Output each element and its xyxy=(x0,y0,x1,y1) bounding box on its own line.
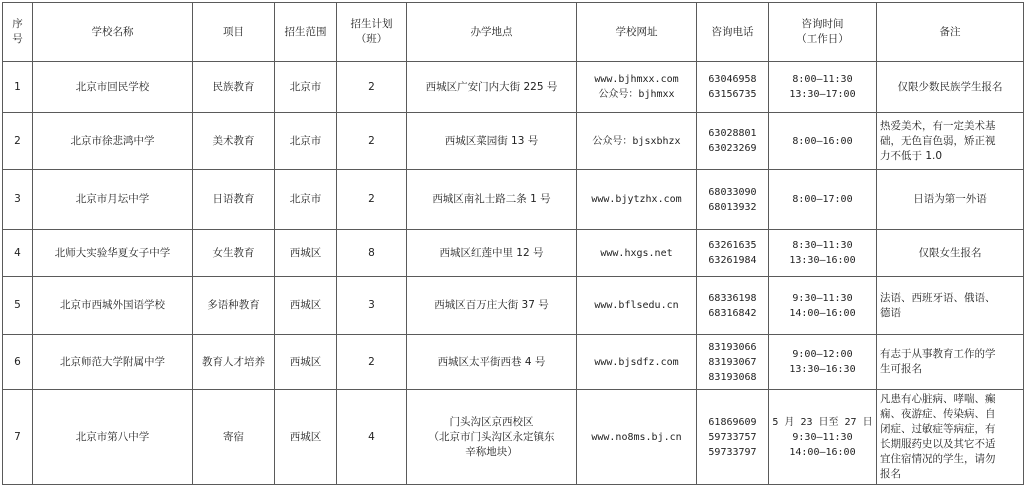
cell-plan: 2 xyxy=(337,62,407,113)
cell-school: 北京师范大学附属中学 xyxy=(33,335,193,390)
cell-program: 多语种教育 xyxy=(193,277,275,335)
cell-website xyxy=(577,170,697,230)
cell-phone xyxy=(697,62,769,113)
cell-hours xyxy=(769,390,877,485)
cell-program: 日语教育 xyxy=(193,170,275,230)
header-school: 学校名称 xyxy=(33,3,193,62)
cell-line: 83193066 xyxy=(708,341,757,353)
cell-no: 3 xyxy=(3,170,33,230)
header-range: 招生范围 xyxy=(275,3,337,62)
cell-line: www.bflsedu.cn xyxy=(594,300,679,311)
cell-line: 力不低于 1.0 xyxy=(880,149,943,162)
cell-hours xyxy=(769,62,877,113)
cell-line: 68013932 xyxy=(708,201,757,213)
cell-no: 2 xyxy=(3,113,33,170)
cell-line: 63023269 xyxy=(708,143,757,154)
cell-line: 8:00—11:30 xyxy=(792,74,853,85)
cell-line: 68033090 xyxy=(708,186,757,198)
cell-school: 北京市徐悲鸿中学 xyxy=(33,113,193,170)
cell-program: 美术教育 xyxy=(193,113,275,170)
cell-school: 北京市回民学校 xyxy=(33,62,193,113)
cell-line: 宜住宿情况的学生，请勿 xyxy=(880,453,996,465)
cell-phone xyxy=(697,170,769,230)
header-no: 序 号 xyxy=(3,3,33,62)
table-row xyxy=(3,277,1024,335)
cell-line: 13:30—16:30 xyxy=(789,364,856,375)
cell-website xyxy=(577,335,697,390)
cell-line: 西城区广安门内大街 225 号 xyxy=(425,80,558,93)
cell-hours xyxy=(769,277,877,335)
cell-line: www.bjsdfz.com xyxy=(594,356,679,368)
cell-line: 59733797 xyxy=(708,446,757,458)
cell-school: 北京市第八中学 xyxy=(33,390,193,485)
cell-line: 63156735 xyxy=(708,89,757,100)
cell-line: 13:30—16:00 xyxy=(789,255,856,266)
cell-range: 北京市 xyxy=(275,170,337,230)
cell-line: 63261984 xyxy=(708,255,757,266)
cell-range: 北京市 xyxy=(275,62,337,113)
cell-line: （北京市门头沟区永定镇东 xyxy=(428,430,555,443)
header-hours: 咨询时间 （工作日） xyxy=(769,3,877,62)
cell-location xyxy=(407,230,577,277)
table-row xyxy=(3,170,1024,230)
cell-line: 14:00—16:00 xyxy=(789,307,856,319)
cell-hours xyxy=(769,230,877,277)
cell-line: www.hxgs.net xyxy=(600,247,673,259)
cell-location xyxy=(407,62,577,113)
cell-phone xyxy=(697,230,769,277)
cell-line: 西城区红莲中里 12 号 xyxy=(439,246,544,259)
table-body xyxy=(3,62,1024,485)
table-row xyxy=(3,113,1024,170)
cell-line: 础，无色盲色弱，矫正视 xyxy=(880,134,996,147)
cell-location xyxy=(407,170,577,230)
cell-phone xyxy=(697,335,769,390)
table-row xyxy=(3,230,1024,277)
cell-website xyxy=(577,277,697,335)
cell-website xyxy=(577,113,697,170)
table-row xyxy=(3,62,1024,113)
cell-no: 4 xyxy=(3,230,33,277)
cell-phone xyxy=(697,277,769,335)
cell-hours xyxy=(769,113,877,170)
cell-line: 83193068 xyxy=(708,371,757,383)
cell-line: 5 月 23 日至 27 日 xyxy=(772,416,873,428)
header-plan: 招生计划 （班） xyxy=(337,3,407,62)
cell-hours xyxy=(769,335,877,390)
cell-range: 北京市 xyxy=(275,113,337,170)
cell-school: 北师大实验华夏女子中学 xyxy=(33,230,193,277)
header-row xyxy=(3,3,1024,62)
cell-line: 68336198 xyxy=(708,292,757,304)
cell-no: 5 xyxy=(3,277,33,335)
cell-line: 热爱美术，有一定美术基 xyxy=(880,119,996,132)
cell-program: 民族教育 xyxy=(193,62,275,113)
cell-location xyxy=(407,390,577,485)
cell-plan: 2 xyxy=(337,170,407,230)
cell-line: www.no8ms.bj.cn xyxy=(591,431,682,443)
cell-website xyxy=(577,62,697,113)
cell-line: 83193067 xyxy=(708,356,757,368)
cell-program: 寄宿 xyxy=(193,390,275,485)
cell-line: 8:30—11:30 xyxy=(792,240,853,251)
cell-phone xyxy=(697,390,769,485)
cell-line: www.bjhmxx.com xyxy=(594,74,679,85)
cell-notes xyxy=(877,170,1024,230)
header-program: 项目 xyxy=(193,3,275,62)
cell-plan: 3 xyxy=(337,277,407,335)
cell-range: 西城区 xyxy=(275,277,337,335)
table-row xyxy=(3,335,1024,390)
cell-notes xyxy=(877,230,1024,277)
cell-line: 痫、夜游症、传染病、自 xyxy=(880,408,996,420)
cell-line: 西城区太平街西巷 4 号 xyxy=(437,355,546,368)
cell-line: 长期服药史以及其它不适 xyxy=(880,438,996,450)
cell-line: 63261635 xyxy=(708,240,757,251)
cell-location xyxy=(407,113,577,170)
header-website: 学校网址 xyxy=(577,3,697,62)
cell-no: 7 xyxy=(3,390,33,485)
cell-line: 有志于从事教育工作的学 xyxy=(880,348,996,360)
cell-plan: 2 xyxy=(337,335,407,390)
cell-notes xyxy=(877,335,1024,390)
cell-program: 教育人才培养 xyxy=(193,335,275,390)
cell-phone xyxy=(697,113,769,170)
cell-line: 14:00—16:00 xyxy=(789,446,856,458)
cell-website xyxy=(577,390,697,485)
cell-location xyxy=(407,277,577,335)
cell-line: 凡患有心脏病、哮喘、癫 xyxy=(880,393,996,405)
cell-location xyxy=(407,335,577,390)
cell-range: 西城区 xyxy=(275,230,337,277)
cell-line: 西城区百万庄大街 37 号 xyxy=(434,299,549,311)
cell-line: 报名 xyxy=(880,468,901,480)
cell-line: 63028801 xyxy=(708,128,757,139)
cell-line: 9:30—11:30 xyxy=(792,431,853,443)
cell-notes xyxy=(877,113,1024,170)
cell-line: 西城区南礼士路二条 1 号 xyxy=(432,193,551,205)
cell-range: 西城区 xyxy=(275,335,337,390)
cell-program: 女生教育 xyxy=(193,230,275,277)
cell-line: www.bjytzhx.com xyxy=(591,194,682,205)
cell-line: 61869609 xyxy=(708,416,757,428)
cell-line: 仅限少数民族学生报名 xyxy=(897,80,1003,93)
cell-notes xyxy=(877,62,1024,113)
cell-line: 辛称地块） xyxy=(465,445,518,458)
cell-no: 1 xyxy=(3,62,33,113)
cell-school: 北京市西城外国语学校 xyxy=(33,277,193,335)
cell-no: 6 xyxy=(3,335,33,390)
cell-plan: 2 xyxy=(337,113,407,170)
cell-line: 13:30—17:00 xyxy=(789,89,856,100)
table-row xyxy=(3,390,1024,485)
cell-plan: 4 xyxy=(337,390,407,485)
cell-plan: 8 xyxy=(337,230,407,277)
cell-line: 59733757 xyxy=(708,431,757,443)
header-notes: 备注 xyxy=(877,3,1024,62)
cell-line: 法语、西班牙语、俄语、 xyxy=(880,291,996,304)
cell-line: 西城区菜园街 13 号 xyxy=(444,134,539,147)
cell-range: 西城区 xyxy=(275,390,337,485)
cell-line: 63046958 xyxy=(708,74,757,85)
cell-line: 生可报名 xyxy=(880,363,922,375)
cell-notes xyxy=(877,277,1024,335)
header-phone: 咨询电话 xyxy=(697,3,769,62)
cell-line: 仅限女生报名 xyxy=(918,246,982,259)
cell-school: 北京市月坛中学 xyxy=(33,170,193,230)
cell-line: 公众号：bjsxbhzx xyxy=(592,135,681,147)
cell-line: 8:00—17:00 xyxy=(792,194,853,205)
cell-line: 68316842 xyxy=(708,307,757,319)
cell-line: 德语 xyxy=(880,306,901,319)
cell-line: 门头沟区京西校区 xyxy=(449,415,534,428)
cell-line: 日语为第一外语 xyxy=(913,193,987,205)
header-location: 办学地点 xyxy=(407,3,577,62)
cell-notes xyxy=(877,390,1024,485)
cell-line: 9:30—11:30 xyxy=(792,292,853,304)
cell-line: 8:00—16:00 xyxy=(792,135,853,147)
admissions-table xyxy=(2,2,1024,485)
cell-line: 9:00—12:00 xyxy=(792,349,853,360)
cell-line: 闭症、过敏症等病症，有 xyxy=(880,423,996,435)
cell-website xyxy=(577,230,697,277)
cell-line: 公众号：bjhmxx xyxy=(598,89,675,100)
cell-hours xyxy=(769,170,877,230)
